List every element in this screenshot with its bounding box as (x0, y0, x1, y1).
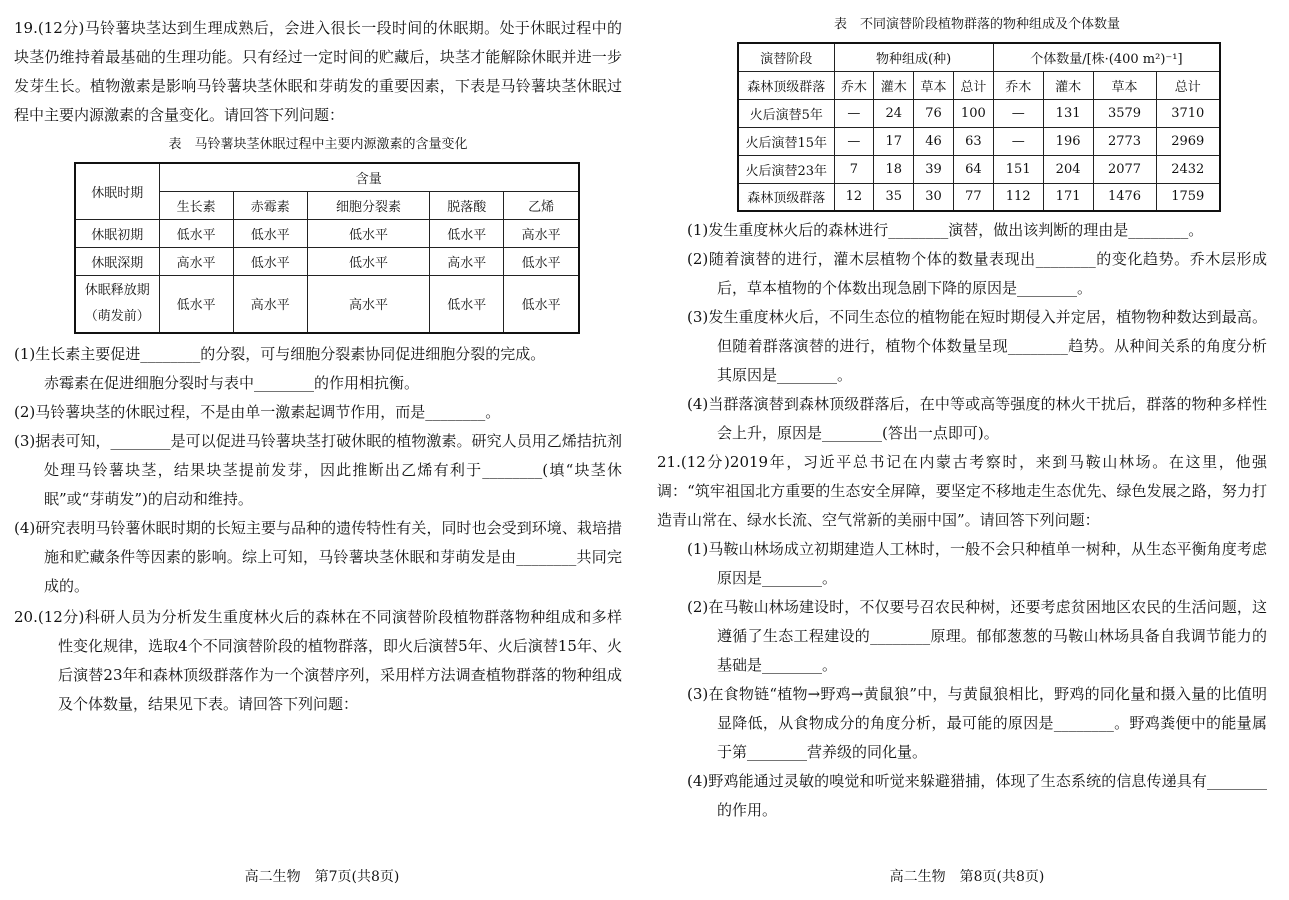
table-col-header: 灌木 (874, 71, 914, 99)
right-page-footer: 高二生物 第8页(共8页) (889, 869, 1045, 885)
table-cell-period: 休眠初期 (75, 219, 159, 247)
table-cell: 高水平 (159, 247, 233, 275)
table-row (75, 247, 579, 275)
table-cell: 低水平 (159, 275, 233, 333)
q19-table-caption: 表 马铃薯块茎休眠过程中主要内源激素的含量变化 (168, 137, 468, 152)
table-header-composition: 物种组成(种) (834, 43, 993, 71)
table-cell: 100 (953, 99, 993, 127)
table-cell: 低水平 (430, 275, 504, 333)
table-row (738, 127, 1220, 155)
table-cell: 64 (953, 155, 993, 183)
table-row (75, 219, 579, 247)
table-cell: 2969 (1156, 127, 1220, 155)
table-cell: — (834, 99, 874, 127)
table-cell: 3710 (1156, 99, 1220, 127)
table-cell: 7 (834, 155, 874, 183)
table-cell: 63 (953, 127, 993, 155)
table-cell: 低水平 (307, 247, 429, 275)
table-cell: 18 (874, 155, 914, 183)
q21-part2: (2)在马鞍山林场建设时，不仅要号召农民种树，还要考虑贫困地区农民的生活问题，这遵循了生态工程建设的________原理。郁郁葱葱的马鞍山林场具备自我调节能力的基础是________。 (687, 598, 1267, 674)
table-cell: 39 (914, 155, 954, 183)
table-cell-stage: 火后演替15年 (738, 127, 834, 155)
table-cell: 77 (953, 183, 993, 211)
q20-part2: (2)随着演替的进行，灌木层植物个体的数量表现出________的变化趋势。乔木层形成后，草本植物的个体数出现急剧下降的原因是________。 (687, 250, 1267, 297)
table-cell: 2773 (1093, 127, 1156, 155)
table-cell: 3579 (1093, 99, 1156, 127)
table-cell: 76 (914, 99, 954, 127)
table-cell: 24 (874, 99, 914, 127)
table-cell: — (993, 127, 1043, 155)
table-cell: 高水平 (430, 247, 504, 275)
table-header-stage: 演替阶段 (738, 43, 834, 71)
table-cell: 171 (1043, 183, 1093, 211)
hormone-table (74, 162, 580, 334)
table-cell: 131 (1043, 99, 1093, 127)
table-col-header: 乔木 (834, 71, 874, 99)
left-page-footer: 高二生物 第7页(共8页) (244, 869, 400, 885)
right-column (657, 14, 1267, 825)
table-col-header: 总计 (1156, 71, 1220, 99)
q20-intro: 20.(12分)科研人员为分析发生重度林火后的森林在不同演替阶段植物群落物种组成和多样性变化规律，选取4个不同演替阶段的植物群落，即火后演替5年、火后演替15年、火后演替23年和森林顶级群落作为一个演替序列，采用样方法调查植物群落的物种组成及个体数量，结果见下表。请回答下列问题： (14, 608, 622, 713)
table-cell-stage: 火后演替5年 (738, 99, 834, 127)
table-header-period: 休眠时期 (75, 163, 159, 219)
q21-part4: (4)野鸡能通过灵敏的嗅觉和听觉来躲避猎捕，体现了生态系统的信息传递具有________的作用。 (687, 772, 1267, 819)
table-col-header: 乔木 (993, 71, 1043, 99)
table-cell: 2077 (1093, 155, 1156, 183)
table-col-header: 赤霉素 (233, 191, 307, 219)
table-cell: 112 (993, 183, 1043, 211)
q20-part1: (1)发生重度林火后的森林进行________演替，做出该判断的理由是________。 (687, 221, 1204, 239)
q19-part3: (3)据表可知，________是可以促进马铃薯块茎打破休眠的植物激素。研究人员用乙烯拮抗剂处理马铃薯块茎，结果块茎提前发芽，因此推断出乙烯有利于________(填“块茎休眠”或“芽萌发”)的启动和维持。 (14, 432, 622, 508)
table-cell: 12 (834, 183, 874, 211)
table-cell: — (993, 99, 1043, 127)
table-col-header: 生长素 (159, 191, 233, 219)
table-cell: 1476 (1093, 183, 1156, 211)
table-col-header: 乙烯 (504, 191, 579, 219)
table-cell: 高水平 (307, 275, 429, 333)
table-col-header: 草本 (914, 71, 954, 99)
table-col-header: 草本 (1093, 71, 1156, 99)
table-row (738, 183, 1220, 211)
table-cell: — (834, 127, 874, 155)
table-cell: 46 (914, 127, 954, 155)
table-col-header: 细胞分裂素 (307, 191, 429, 219)
table-col-header: 灌木 (1043, 71, 1093, 99)
table-cell: 204 (1043, 155, 1093, 183)
table-cell-period: 休眠深期 (75, 247, 159, 275)
table-col-header: 脱落酸 (430, 191, 504, 219)
table-cell: 2432 (1156, 155, 1220, 183)
q21-intro: 21.(12分)2019年，习近平总书记在内蒙古考察时，来到马鞍山林场。在这里，他强调：“筑牢祖国北方重要的生态安全屏障，要坚定不移地走生态优先、绿色发展之路，努力打造青山常在、绿水长流、空气常新的美丽中国”。请回答下列问题： (657, 453, 1267, 529)
table-cell-stage: 森林顶级群落 (738, 183, 834, 211)
table-cell: 17 (874, 127, 914, 155)
table-col-header: 总计 (953, 71, 993, 99)
table-cell: 低水平 (233, 247, 307, 275)
table-cell: 151 (993, 155, 1043, 183)
table-cell: 高水平 (233, 275, 307, 333)
table-cell: 196 (1043, 127, 1093, 155)
table-row (75, 275, 579, 333)
table-cell-stage: 火后演替23年 (738, 155, 834, 183)
q19-intro: 19.(12分)马铃薯块茎达到生理成熟后，会进入很长一段时间的休眠期。处于休眠过程中的块茎仍维持着最基础的生理功能。只有经过一定时间的贮藏后，块茎才能解除休眠并进一步发芽生长。植物激素是影响马铃薯块茎休眠和芽萌发的重要因素，下表是马铃薯块茎休眠过程中主要内源激素的含量变化。请回答下列问题： (14, 19, 622, 124)
table-cell: 30 (914, 183, 954, 211)
right-page (645, 0, 1289, 900)
table-row (738, 155, 1220, 183)
q19-part2: (2)马铃薯块茎的休眠过程，不是由单一激素起调节作用，而是________。 (14, 403, 501, 421)
q20-table-caption: 表 不同演替阶段植物群落的物种组成及个体数量 (833, 17, 1120, 32)
table-header-content: 含量 (159, 163, 579, 191)
table-cell: 低水平 (307, 219, 429, 247)
q21-part1: (1)马鞍山林场成立初期建造人工林时，一般不会只种植单一树种，从生态平衡角度考虑原因是________。 (687, 540, 1267, 587)
q20-part4: (4)当群落演替到森林顶级群落后，在中等或高等强度的林火干扰后，群落的物种多样性会上升，原因是________(答出一点即可)。 (687, 395, 1267, 442)
table-subheader-first: 森林顶级群落 (738, 71, 834, 99)
table-cell: 低水平 (504, 275, 579, 333)
q19-part1a: (1)生长素主要促进________的分裂，可与细胞分裂素协同促进细胞分裂的完成。 (14, 345, 546, 363)
table-cell: 低水平 (430, 219, 504, 247)
table-cell: 1759 (1156, 183, 1220, 211)
table-cell: 35 (874, 183, 914, 211)
q21-part3: (3)在食物链“植物→野鸡→黄鼠狼”中，与黄鼠狼相比，野鸡的同化量和摄入量的比值明显降低，从食物成分的角度分析，最可能的原因是________。野鸡粪便中的能量属于第________营养级的同化量。 (687, 685, 1267, 761)
table-cell: 低水平 (504, 247, 579, 275)
table-cell-period: 休眠释放期（萌发前） (75, 275, 159, 333)
q19-part1b: 赤霉素在促进细胞分裂时与表中________的作用相抗衡。 (44, 374, 420, 392)
left-column (14, 14, 622, 719)
succession-table (737, 42, 1221, 212)
table-header-count: 个体数量/[株·(400 m²)⁻¹] (993, 43, 1220, 71)
q20-part3: (3)发生重度林火后，不同生态位的植物能在短时期侵入并定居，植物物种数达到最高。但随着群落演替的进行，植物个体数量呈现________趋势。从种间关系的角度分析其原因是________。 (687, 308, 1267, 384)
table-row (738, 99, 1220, 127)
q19-part4: (4)研究表明马铃薯休眠时期的长短主要与品种的遗传特性有关，同时也会受到环境、栽培措施和贮藏条件等因素的影响。综上可知，马铃薯块茎休眠和芽萌发是由________共同完成的。 (14, 519, 622, 595)
table-cell: 高水平 (504, 219, 579, 247)
left-page (0, 0, 644, 900)
table-cell: 低水平 (233, 219, 307, 247)
table-cell: 低水平 (159, 219, 233, 247)
